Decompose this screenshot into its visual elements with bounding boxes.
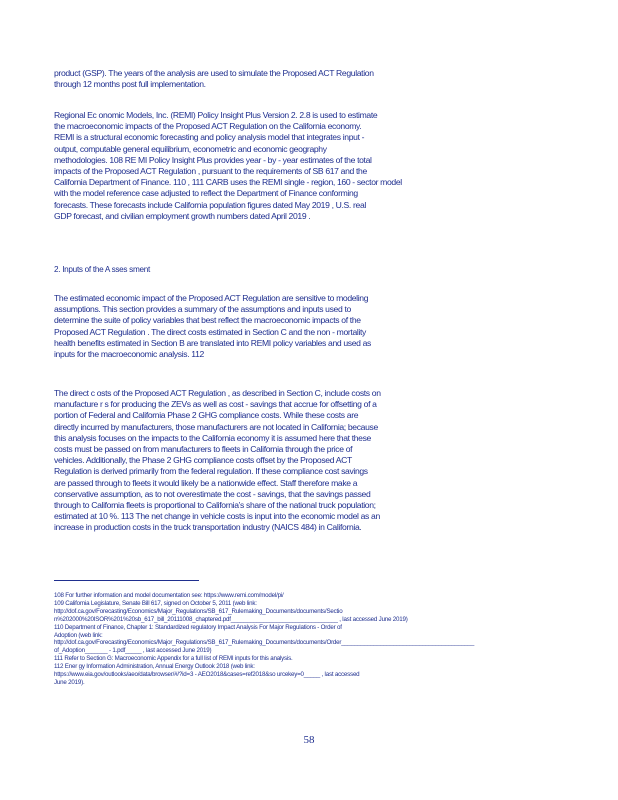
text-line: determine the suite of policy variables that best reflect the macroeconomic impacts of the <box>54 315 361 326</box>
footnote-divider <box>54 580 199 581</box>
text-line: estimated at 10 %. 113 The net change in vehicle costs is input into the economic model as an <box>54 511 380 522</box>
text-line: California Department of Finance. 110 , 111 CARB uses the REMI single - region, 160 - sector model <box>54 177 402 188</box>
paragraph-3 <box>54 293 574 360</box>
footnote-line: 110 Department of Finance, Chapter 1: Standardized regulatory Impact Analysis For Major Regulations - Order of <box>54 623 342 631</box>
footnote-line: 111 Refer to Section G: Macroeconomic Appendix for a full list of REMI inputs for this analysis. <box>54 655 293 663</box>
footnote-line: June 2019). <box>54 678 85 686</box>
footnote-line: Adoption (web link: <box>54 631 103 639</box>
footnote-line: 112 Ener gy Information Administration, Annual Energy Outlook 2018 (web link: <box>54 663 255 671</box>
text-line: directly incurred by manufacturers, those manufacturers are not located in California; because <box>54 421 378 432</box>
text-line: output, computable general equilibrium, econometric and economic geography <box>54 143 327 154</box>
text-line: Regulation is derived primarily from the federal regulation. If these compliance cost savings <box>54 466 368 477</box>
text-line: inputs for the macroeconomic analysis. 112 <box>54 349 204 360</box>
text-line: assumptions. This section provides a summary of the assumptions and inputs used to <box>54 304 351 315</box>
text-line: are passed through to fleets it would likely be a nationwide effect. Staff therefore make a <box>54 477 358 488</box>
text-line: increase in production costs in the truck transportation industry (NAICS 484) in California. <box>54 522 362 533</box>
text-line: product (GSP). The years of the analysis are used to simulate the Proposed ACT Regulation <box>54 68 374 78</box>
text-line: GDP forecast, and civilian employment growth numbers dated April 2019 . <box>54 210 311 221</box>
footnote-link[interactable]: http://dof.ca.gov/Forecasting/Economics/Major_Regulations/SB_617_Rulemaking_Documents/documents/Order_________________________________________ <box>54 639 475 647</box>
text-line: The direct c osts of the Proposed ACT Regulation , as described in Section C, include costs on <box>54 388 381 398</box>
footnote-link[interactable]: https://www.eia.gov/outlooks/aeo/data/browser/#/?id=3 - AEO2018&cases=ref2018&so urcekey=0_____ , last accessed <box>54 671 360 679</box>
text-line: vehicles. Additionally, the Phase 2 GHG compliance costs offset by the Proposed ACT <box>54 455 352 466</box>
text-line: impacts of the Proposed ACT Regulation , pursuant to the requirements of SB 617 and the <box>54 166 367 177</box>
text-line: costs must be passed on from manufacturers to fleets in California through the price of <box>54 444 353 455</box>
footnote-line: 109 California Legislature, Senate Bill 617, signed on October 5, 2011 (web link: <box>54 599 257 607</box>
text-line: The estimated economic impact of the Proposed ACT Regulation are sensitive to modeling <box>54 293 369 303</box>
text-line: health benefits estimated in Section B are translated into REMI policy variables and used as <box>54 337 371 348</box>
footnote-line: 108 For further information and model documentation see: https://www.remi.com/model/pi/ <box>54 592 284 599</box>
text-line: Regional Ec onomic Models, Inc. (REMI) Policy Insight Plus Version 2. 2.8 is used to estimate <box>54 110 378 120</box>
text-line: portion of Federal and California Phase 2 GHG compliance costs. While these costs are <box>54 410 359 421</box>
footnote-link[interactable]: of_Adoption_______ - 1.pdf_____ , last accessed June 2019) <box>54 647 212 655</box>
paragraph-1 <box>54 68 574 90</box>
paragraph-4 <box>54 388 574 534</box>
heading-text: 2. Inputs of the A sses sment <box>54 265 150 274</box>
paragraph-2 <box>54 110 574 222</box>
text-line: the macroeconomic impacts of the Proposed ACT Regulation on the California economy. <box>54 121 362 132</box>
text-line: REMI is a structural economic forecasting and policy analysis model that integrates input - <box>54 132 365 143</box>
text-line: methodologies. 108 RE MI Policy Insight Plus provides year - by - year estimates of the total <box>54 154 372 165</box>
footnote-link[interactable]: http://dof.ca.gov/Forecasting/Economics/Major_Regulations/SB_617_Rulemaking_Documents/documents/Sectio <box>54 607 343 615</box>
text-line: with the model reference case adjusted to reflect the Department of Finance conforming <box>54 188 358 199</box>
text-line: Proposed ACT Regulation . The direct costs estimated in Section C and the non - mortality <box>54 326 366 337</box>
text-line: conservative assumption, as to not overestimate the cost - savings, that the savings passed <box>54 488 371 499</box>
footnote-link[interactable]: n%202000%20ISOR%201%20sb_617_bill_20111008_chaptered.pdf_________________________________ , last accessed June 2019) <box>54 615 408 623</box>
text-line: through to California fleets is proportional to California’s share of the national truck population; <box>54 500 376 511</box>
text-line: this analysis focuses on the impacts to the California economy it is assumed here that these <box>54 432 371 443</box>
page-number: 58 <box>303 734 315 746</box>
section-heading <box>54 264 574 275</box>
text-line: forecasts. These forecasts include California population figures dated May 2019 , U.S. real <box>54 199 366 210</box>
text-line: manufacture r s for producing the ZEVs as well as cost - savings that accrue for offsetting of a <box>54 399 377 410</box>
footnotes <box>54 592 584 687</box>
text-line: through 12 months post full implementation. <box>54 79 206 90</box>
